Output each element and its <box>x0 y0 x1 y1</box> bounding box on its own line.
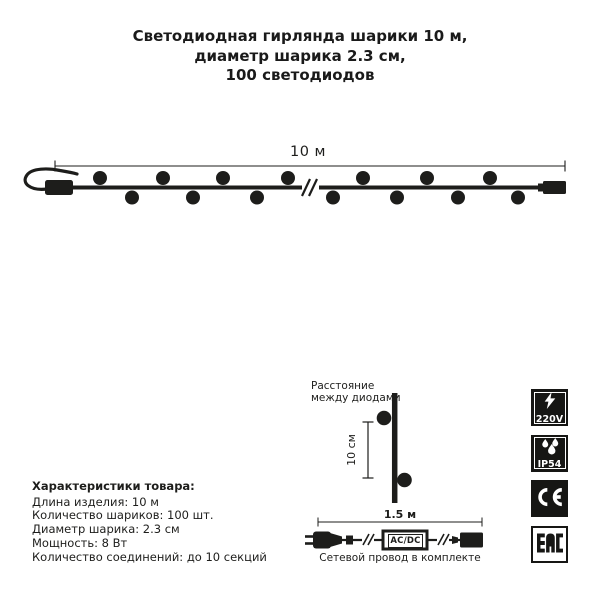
specs-list <box>32 480 267 564</box>
eac-badge <box>531 526 568 563</box>
title-line-3: 100 светодиодов <box>225 66 375 84</box>
cord-length-label: 1.5 м <box>383 508 417 521</box>
cord-caption: Сетевой провод в комплекте <box>319 552 481 564</box>
diode-ball-top <box>377 411 392 426</box>
water-drops-icon <box>531 438 568 456</box>
cord-break-left <box>363 534 374 545</box>
certification-badges <box>531 389 568 563</box>
lightning-icon <box>531 392 568 409</box>
ce-badge <box>531 480 568 517</box>
diode-ball-bottom <box>397 473 412 488</box>
specs-header: Характеристики товара: <box>32 479 195 493</box>
garland-length-label: 10 м <box>290 144 326 160</box>
dimension-line-10m <box>55 161 565 172</box>
spec-item-connections: Количество соединений: до 10 секций <box>32 549 267 564</box>
dimension-line-1-5m <box>318 518 482 527</box>
dimension-line-10cm <box>363 422 374 478</box>
diode-distance-label: 10 см <box>345 434 358 466</box>
spec-item-length: Длина изделия: 10 м <box>32 494 159 509</box>
cord-joint-right <box>452 536 458 544</box>
spec-item-ball-diameter: Диаметр шарика: 2.3 см <box>32 522 180 537</box>
eac-mark-icon <box>537 533 563 557</box>
end-connector-icon <box>543 181 566 194</box>
ce-mark-icon <box>535 487 564 511</box>
spec-item-power: Мощность: 8 Вт <box>32 535 128 550</box>
cord-end-connector-icon <box>460 533 483 548</box>
voltage-label: 220V <box>535 413 564 425</box>
protection-label: IP54 <box>537 459 562 471</box>
garland-balls-top <box>93 171 497 185</box>
title-line-1: Светодиодная гирлянда шарики 10 м, <box>132 27 468 45</box>
plug-icon <box>45 180 73 195</box>
cord-break-right <box>438 534 449 545</box>
spacing-caption-line-2: между диодами <box>311 391 401 404</box>
acdc-label: AC/DC <box>388 534 423 548</box>
cable-break-icon <box>302 179 317 196</box>
spec-item-ball-count: Количество шариков: 100 шт. <box>32 508 214 523</box>
protection-badge <box>531 435 568 472</box>
mains-plug-icon <box>305 532 342 549</box>
spacing-caption-line-1: Расстояние <box>311 380 375 392</box>
title-line-2: диаметр шарика 2.3 см, <box>194 46 406 65</box>
garland-balls-bottom <box>125 191 525 205</box>
page-title <box>0 27 600 86</box>
voltage-badge <box>531 389 568 426</box>
cord-joint-left <box>346 536 353 545</box>
